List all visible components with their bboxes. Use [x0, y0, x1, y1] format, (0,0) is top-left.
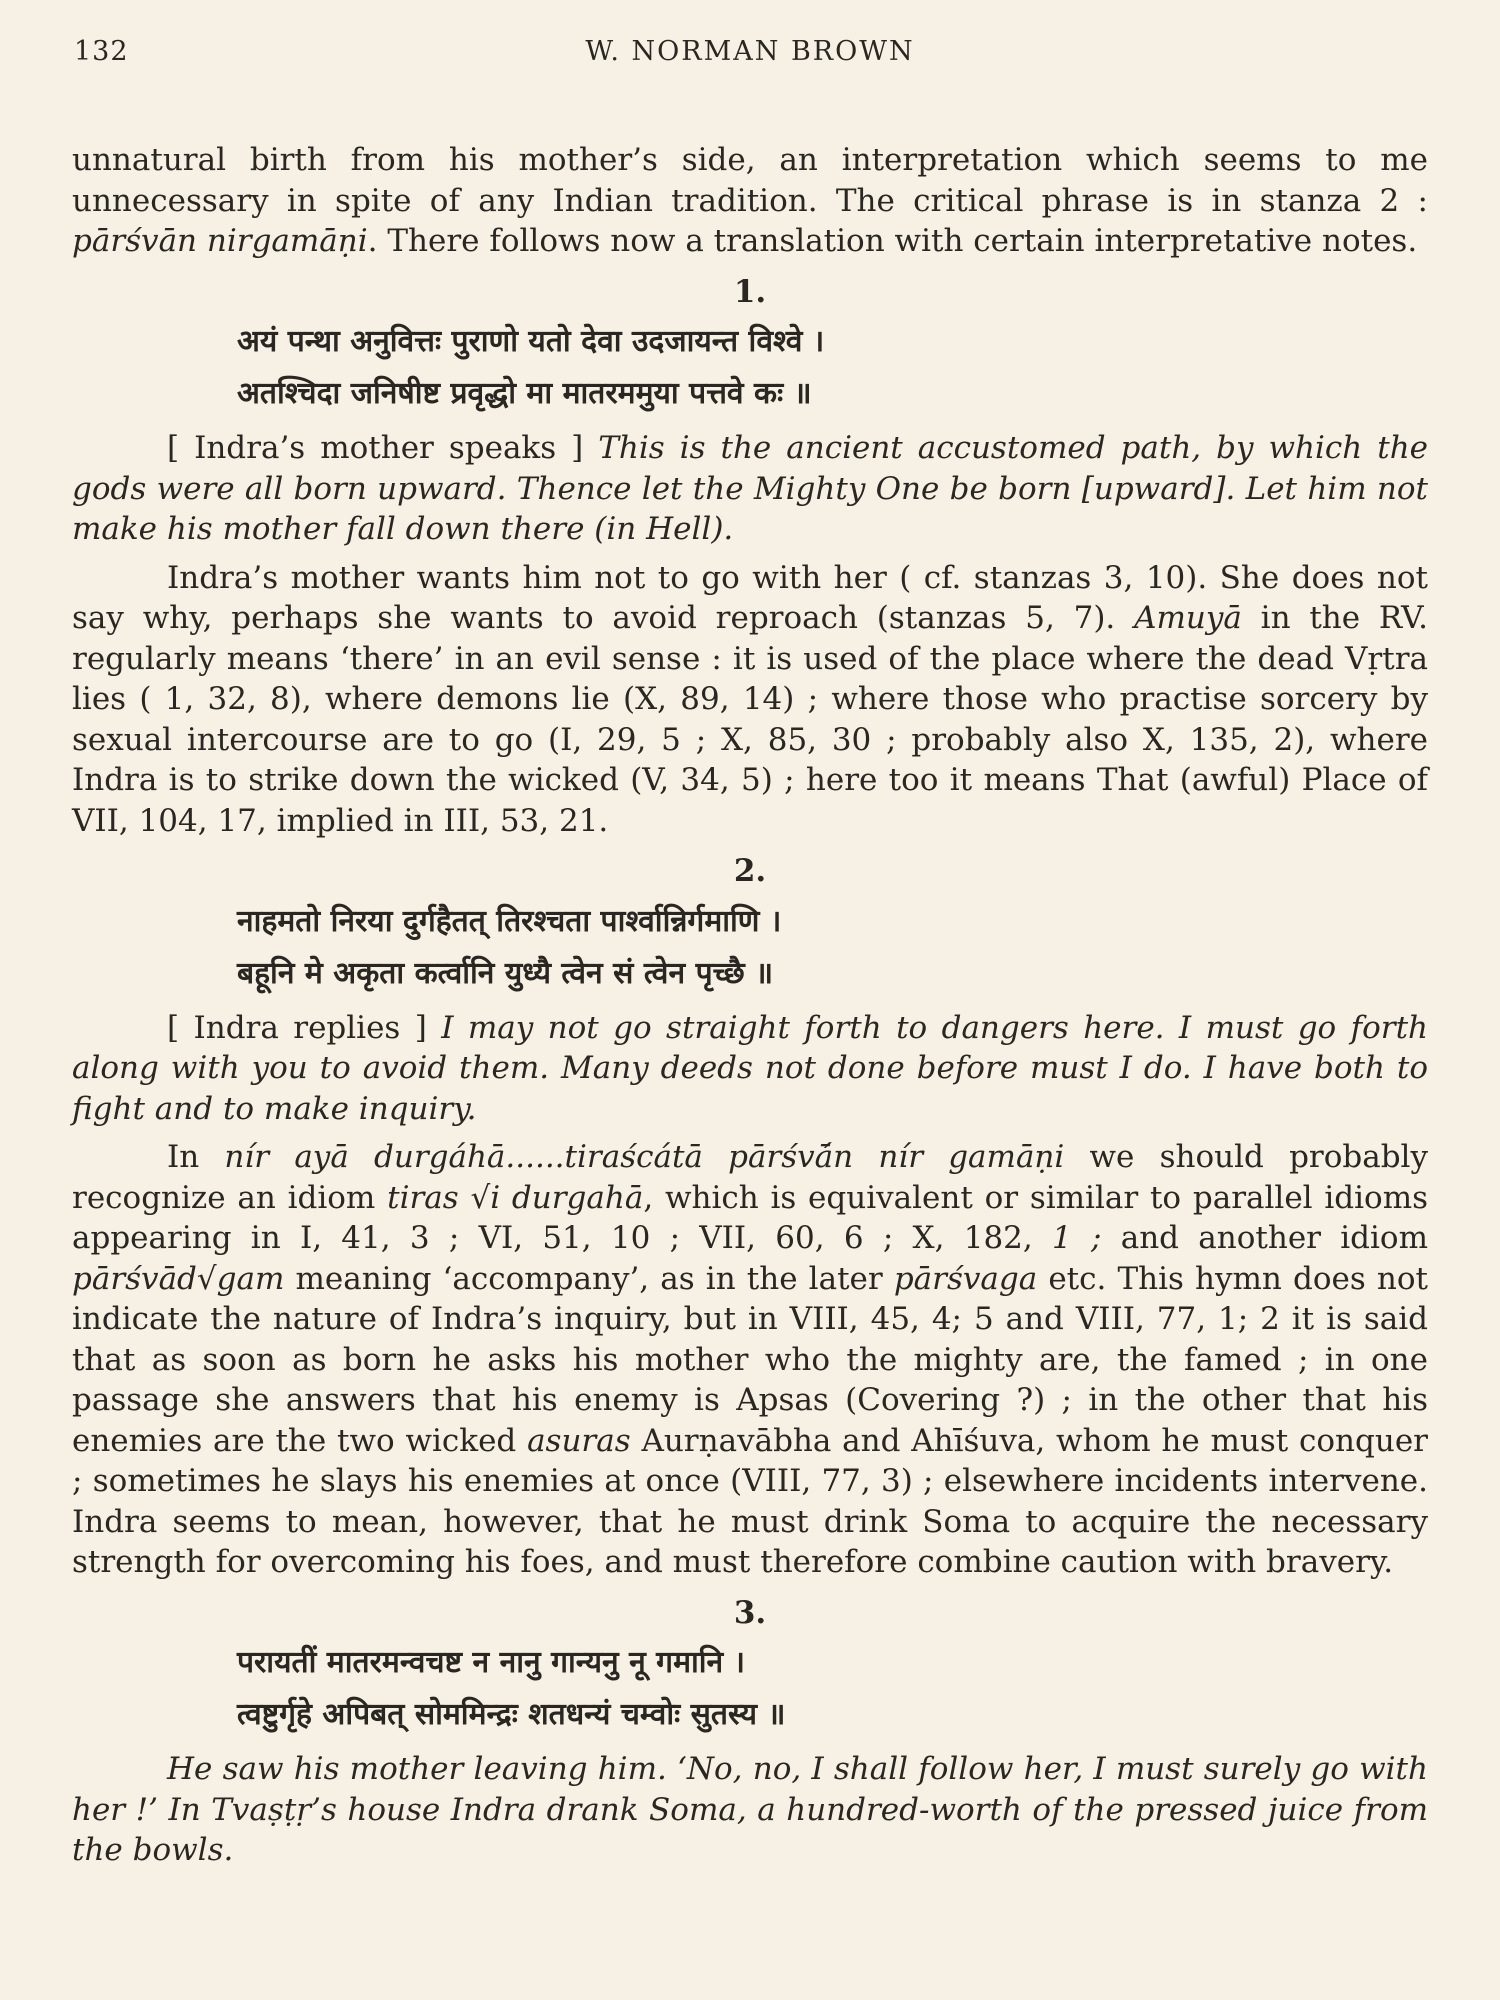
stanza-3-translation: He saw his mother leaving him. ‘No, no, I shall follow her, I must surely go with her !’ In Tvaṣṭṛ’s house Indra drank Soma, a hundred-worth of the pressed juice from the bowls. — [72, 1751, 1428, 1868]
page-header — [72, 36, 1428, 74]
running-head: W. NORMAN BROWN — [585, 36, 915, 67]
page-number: 132 — [74, 36, 129, 67]
page-body — [72, 140, 1428, 1871]
stanza-2-devanagari-line-2: बहूनि मे अकृता कर्त्वानि युध्यै त्वेन सं त्वेन पृच्छै ॥ — [237, 955, 774, 991]
stanza-1-number: 1. — [733, 273, 767, 310]
stanza-3-devanagari-line-1: परायतीं मातरमन्वचष्ट न नानु गान्यनु नू गमानि । — [237, 1645, 746, 1680]
intro-paragraph: unnatural birth from his mother’s side, an interpretation which seems to me unnecessary in spite of any Indian tradition. The critical phrase is in stanza 2 : pārśvān nirgamāṇi. There follows now a translation with certain interpretative notes. — [72, 142, 1428, 259]
stanza-3-number: 3. — [733, 1594, 767, 1631]
stanza-1-devanagari-line-1: अयं पन्था अनुवित्तः पुराणो यतो देवा उदजायन्त विश्वे । — [237, 324, 825, 359]
stanza-2-devanagari-line-1: नाहमतो निरया दुर्गहैतत् तिरश्चता पार्श्वान्निर्गमाणि । — [237, 903, 782, 939]
stanza-1-note: Indra’s mother wants him not to go with her ( cf. stanzas 3, 10). She does not say why, perhaps she wants to avoid reproach (stanzas 5, 7). Amuyā in the RV. regularly means ‘there’ in an evil sense : it is used of the place where the dead Vṛtra lies ( 1, 32, 8), where demons lie (X, 89, 14) ; where those who practise sorcery by sexual intercourse are to go (I, 29, 5 ; X, 85, 30 ; probably also X, 135, 2), where Indra is to strike down the wicked (V, 34, 5) ; here too it means That (awful) Place of VII, 104, 17, implied in III, 53, 21. — [72, 559, 1428, 839]
stanza-2-note: In nír ayā durgáhā......tiraścátā pārśvā́n nír gamāṇi we should probably recognize an idiom tiras √i durgahā, which is equivalent or similar to parallel idioms appearing in I, 41, 3 ; VI, 51, 10 ; VII, 60, 6 ; X, 182, 1 ; and another idiom pārśvād√gam meaning ‘accompany’, as in the later pārśvaga etc. This hymn does not indicate the nature of Indra’s inquiry, but in VIII, 45, 4; 5 and VIII, 77, 1; 2 it is said that as soon as born he asks his mother who the mighty are, the famed ; in one passage she answers that his enemy is Apsas (Covering ?) ; in the other that his enemies are the two wicked asuras Aurṇavābha and Ahīśuva, whom he must conquer ; sometimes he slays his enemies at once (VIII, 77, 3) ; elsewhere incidents intervene. Indra seems to mean, however, that he must drink Soma to acquire the necessary strength for overcoming his foes, and must therefore combine caution with bravery. — [72, 1139, 1428, 1580]
critical-phrase: pārśvān nirgamāṇi — [72, 223, 368, 259]
stanza-1-translation: [ Indra’s mother speaks ] This is the ancient accustomed path, by which the gods were all born upward. Thence let the Mighty One be born [upward]. Let him not make his mother fall down there (in Hell). — [72, 430, 1429, 547]
stanza-3-devanagari-line-2: त्वष्टुर्गृहे अपिबत् सोममिन्द्रः शतधन्यं चम्वोः सुतस्य ॥ — [237, 1697, 786, 1732]
stanza-2-number: 2. — [733, 853, 767, 889]
stanza-1-devanagari-line-2: अतश्चिदा जनिषीष्ट प्रवृद्धो मा मातरममुया पत्तवे कः ॥ — [237, 376, 812, 411]
stanza-2-translation: [ Indra replies ] I may not go straight forth to dangers here. I must go forth along with you to avoid them. Many deeds not done before must I do. I have both to fight and to make inquiry. — [72, 1009, 1428, 1127]
